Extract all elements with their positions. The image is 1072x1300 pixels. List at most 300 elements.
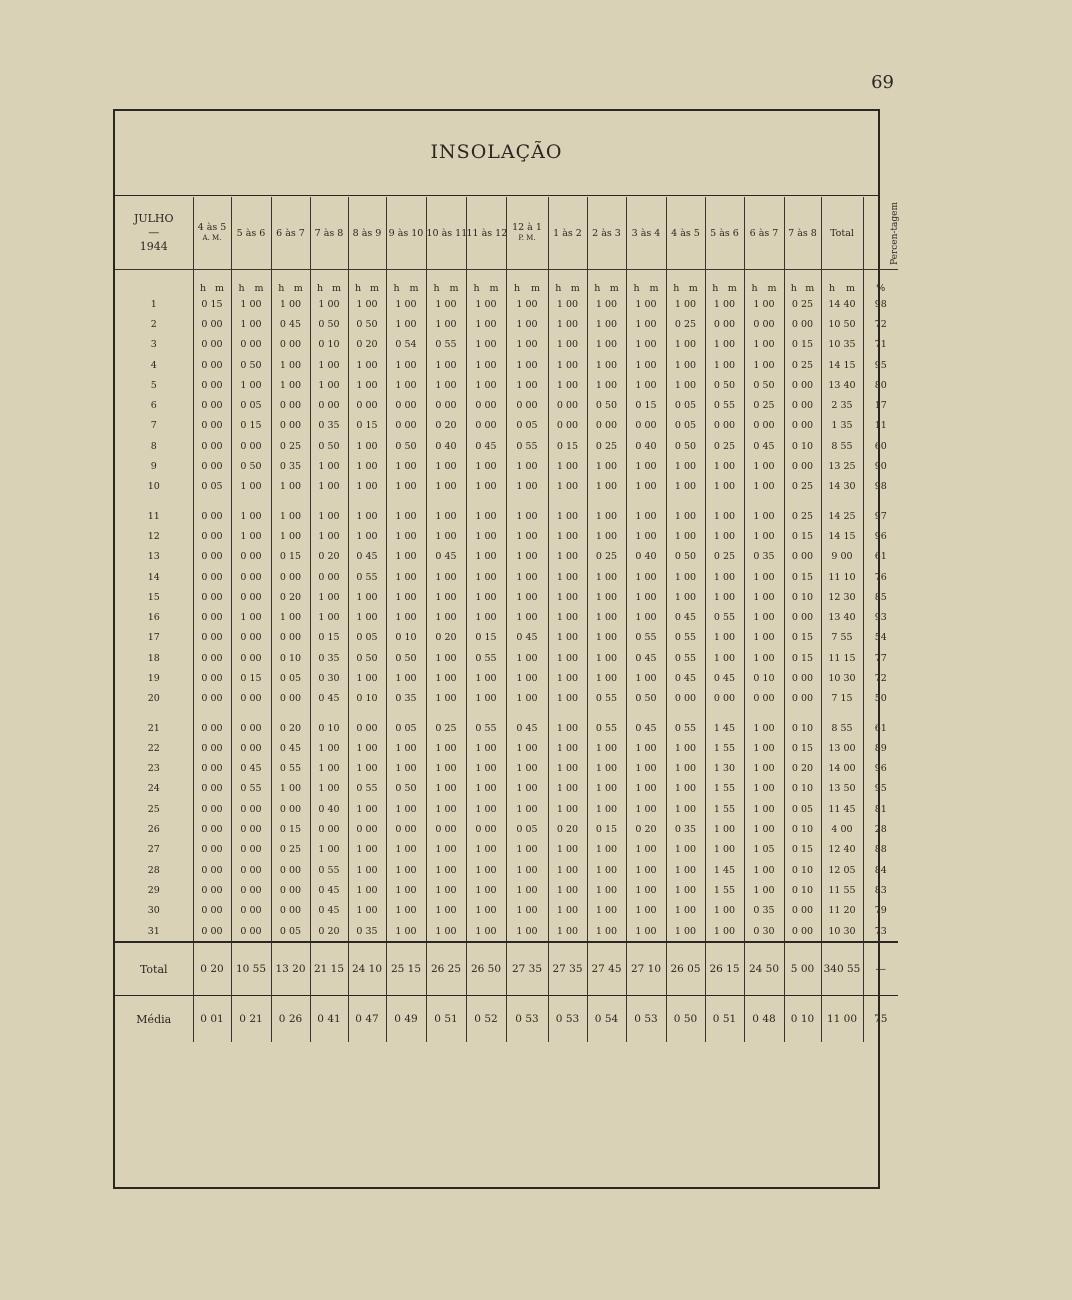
total-cell <box>506 942 548 996</box>
insolation-cell <box>666 607 705 627</box>
unit-hours: h <box>513 283 521 294</box>
percentage-cell: 61 <box>863 709 898 738</box>
total-cell <box>548 942 587 996</box>
insolation-cell-value: 0 00 <box>201 693 223 705</box>
percentage-cell: 96 <box>863 759 898 779</box>
insolation-cell <box>231 526 271 546</box>
insolation-cell-value: 0 00 <box>240 693 262 705</box>
day-number: 15 <box>147 591 160 603</box>
insolation-cell <box>466 668 506 688</box>
insolation-cell <box>506 456 548 476</box>
unit-hm <box>507 283 548 294</box>
insolation-cell <box>386 668 426 688</box>
insolation-cell <box>386 497 426 526</box>
insolation-cell <box>466 607 506 627</box>
insolation-cell <box>587 759 626 779</box>
column-header-label: 6 às 7 <box>276 227 305 239</box>
insolation-cell-value: 1 00 <box>713 461 736 473</box>
insolation-cell-value: 1 00 <box>595 298 618 310</box>
insolation-cell-value: 0 15 <box>240 672 262 684</box>
insolation-cell <box>426 436 466 456</box>
insolation-cell <box>426 355 466 375</box>
unit-cell <box>348 270 386 295</box>
unit-minutes: m <box>649 283 659 294</box>
insolation-cell <box>386 901 426 921</box>
day-number: 25 <box>147 803 160 815</box>
insolation-cell <box>466 648 506 668</box>
insolation-cell <box>271 819 310 839</box>
insolation-cell <box>348 294 386 314</box>
insolation-cell <box>348 526 386 546</box>
insolation-cell-value: 0 15 <box>791 652 814 664</box>
insolation-cell-value: 0 30 <box>318 672 340 684</box>
unit-percent: % <box>863 270 898 295</box>
insolation-cell <box>310 314 348 334</box>
insolation-cell <box>821 628 863 648</box>
insolation-cell <box>348 607 386 627</box>
table-row <box>115 709 898 738</box>
column-header <box>506 197 548 270</box>
insolation-cell-value: 1 00 <box>318 763 340 775</box>
insolation-cell <box>784 799 821 819</box>
insolation-cell <box>666 436 705 456</box>
percentage-cell: 95 <box>863 779 898 799</box>
insolation-cell <box>386 759 426 779</box>
insolation-cell <box>231 648 271 668</box>
insolation-cell-value: 1 00 <box>595 844 618 856</box>
mean-cell <box>193 996 231 1043</box>
column-header <box>466 197 506 270</box>
total-cell-value: 340 55 <box>823 963 861 976</box>
insolation-cell-value: 0 00 <box>201 379 223 391</box>
insolation-cell <box>744 689 784 709</box>
insolation-cell-value: 1 00 <box>240 318 262 330</box>
insolation-cell <box>348 456 386 476</box>
day-number: 13 <box>147 551 160 563</box>
insolation-cell <box>626 880 666 900</box>
insolation-cell <box>348 395 386 415</box>
insolation-cell <box>705 587 744 607</box>
insolation-cell-value: 0 00 <box>201 803 223 815</box>
insolation-cell <box>626 355 666 375</box>
insolation-cell-value: 1 00 <box>595 612 618 624</box>
insolation-cell-value: 0 35 <box>318 420 340 432</box>
column-header-label: 7 às 8 <box>788 227 817 239</box>
insolation-cell <box>231 840 271 860</box>
insolation-cell-value: 0 45 <box>356 551 378 563</box>
insolation-cell-value: 1 00 <box>475 510 497 522</box>
page-number: 69 <box>871 72 894 93</box>
insolation-cell <box>271 628 310 648</box>
insolation-cell-value: 1 00 <box>556 652 579 664</box>
insolation-cell <box>506 436 548 456</box>
insolation-cell-value: 1 00 <box>595 763 618 775</box>
insolation-cell-value: 9 00 <box>831 551 853 563</box>
insolation-cell-value: 1 00 <box>556 672 579 684</box>
insolation-cell-value: 11 15 <box>828 652 856 664</box>
insolation-cell-value: 1 00 <box>753 722 775 734</box>
insolation-cell-value: 0 15 <box>635 400 657 412</box>
insolation-cell-value: 0 00 <box>201 571 223 583</box>
insolation-cell-value: 0 15 <box>791 530 814 542</box>
insolation-cell-value: 1 00 <box>516 339 538 351</box>
insolation-cell <box>466 526 506 546</box>
insolation-cell <box>231 547 271 567</box>
percentage-cell: 76 <box>863 567 898 587</box>
insolation-cell <box>231 901 271 921</box>
insolation-cell <box>193 294 231 314</box>
insolation-cell-value: 1 00 <box>516 318 538 330</box>
insolation-cell <box>506 497 548 526</box>
insolation-cell <box>821 880 863 900</box>
insolation-cell-value: 0 10 <box>791 824 814 836</box>
insolation-cell-value: 1 00 <box>595 905 618 917</box>
insolation-cell <box>506 901 548 921</box>
insolation-cell <box>231 819 271 839</box>
insolation-cell <box>193 456 231 476</box>
insolation-cell <box>426 689 466 709</box>
insolation-cell <box>466 456 506 476</box>
insolation-cell-value: 1 00 <box>475 783 497 795</box>
insolation-cell <box>506 668 548 688</box>
unit-cell <box>705 270 744 295</box>
insolation-cell-value: 1 00 <box>674 591 697 603</box>
insolation-cell-value: 0 50 <box>240 359 262 371</box>
total-cell <box>666 942 705 996</box>
insolation-cell-value: 1 00 <box>356 379 378 391</box>
insolation-cell <box>386 314 426 334</box>
insolation-cell <box>348 587 386 607</box>
insolation-cell-value: 1 00 <box>475 298 497 310</box>
insolation-cell-value: 0 20 <box>791 763 814 775</box>
insolation-cell-value: 1 00 <box>753 742 775 754</box>
insolation-cell <box>386 840 426 860</box>
insolation-cell-value: 1 00 <box>435 510 457 522</box>
insolation-cell <box>587 547 626 567</box>
table-row <box>115 355 898 375</box>
insolation-cell <box>466 738 506 758</box>
insolation-cell <box>626 416 666 436</box>
insolation-cell-value: 1 00 <box>516 461 538 473</box>
insolation-cell-value: 0 05 <box>516 420 538 432</box>
insolation-cell <box>506 294 548 314</box>
unit-hours: h <box>633 283 640 294</box>
insolation-cell-value: 0 15 <box>791 844 814 856</box>
column-header <box>666 197 705 270</box>
mean-cell <box>626 996 666 1043</box>
insolation-cell <box>271 840 310 860</box>
insolation-cell <box>784 759 821 779</box>
insolation-cell <box>548 689 587 709</box>
insolation-cell-value: 1 00 <box>356 591 378 603</box>
insolation-cell <box>705 375 744 395</box>
percentage-cell: 85 <box>863 587 898 607</box>
insolation-cell <box>587 799 626 819</box>
percentage-cell: 73 <box>863 921 898 942</box>
insolation-cell <box>548 880 587 900</box>
insolation-cell-value: 1 00 <box>556 318 579 330</box>
insolation-cell <box>271 477 310 497</box>
insolation-cell-value: 1 00 <box>674 510 697 522</box>
total-cell <box>705 942 744 996</box>
insolation-cell <box>506 416 548 436</box>
insolation-cell-value: 0 00 <box>240 803 262 815</box>
insolation-cell <box>666 668 705 688</box>
insolation-cell-value: 1 00 <box>279 379 302 391</box>
insolation-cell-value: 1 00 <box>356 461 378 473</box>
insolation-cell <box>548 738 587 758</box>
insolation-cell-value: 10 35 <box>828 339 856 351</box>
insolation-cell <box>784 628 821 648</box>
insolation-cell <box>426 567 466 587</box>
insolation-cell <box>626 738 666 758</box>
insolation-cell-value: 1 00 <box>595 803 618 815</box>
insolation-cell-value: 0 15 <box>318 632 340 644</box>
total-cell-value: 27 35 <box>511 963 543 976</box>
insolation-cell-value: 1 00 <box>635 591 657 603</box>
insolation-cell <box>348 497 386 526</box>
total-cell-value: 13 20 <box>275 963 306 976</box>
insolation-cell-value: 1 00 <box>356 742 378 754</box>
unit-hm <box>745 283 784 294</box>
insolation-cell-value: 0 00 <box>356 400 378 412</box>
insolation-cell-value: 1 00 <box>674 571 697 583</box>
insolation-cell <box>587 567 626 587</box>
insolation-cell-value: 0 20 <box>279 591 302 603</box>
unit-cell <box>587 270 626 295</box>
day-number: 4 <box>150 359 157 371</box>
mean-cell-value: 0 47 <box>355 1013 379 1026</box>
insolation-cell-value: 0 30 <box>753 925 775 937</box>
insolation-cell-value: 1 00 <box>595 359 618 371</box>
insolation-cell <box>193 355 231 375</box>
insolation-cell <box>310 607 348 627</box>
insolation-cell-value: 1 00 <box>516 359 538 371</box>
insolation-cell-value: 1 00 <box>595 925 618 937</box>
insolation-cell-value: 1 00 <box>556 905 579 917</box>
insolation-cell <box>426 709 466 738</box>
insolation-cell-value: 1 00 <box>395 905 417 917</box>
insolation-cell-value: 1 00 <box>435 298 457 310</box>
insolation-cell <box>784 294 821 314</box>
day-number: 14 <box>147 571 160 583</box>
insolation-cell-value: 1 00 <box>395 864 417 876</box>
insolation-cell-value: 1 00 <box>556 481 579 493</box>
insolation-cell-value: 1 00 <box>635 783 657 795</box>
table-row <box>115 921 898 942</box>
total-cell-value: 25 15 <box>390 963 422 976</box>
mean-cell-value: 0 10 <box>790 1013 815 1026</box>
insolation-cell-value: 0 00 <box>240 844 262 856</box>
insolation-cell <box>744 880 784 900</box>
insolation-cell-value: 1 00 <box>635 672 657 684</box>
insolation-cell <box>506 819 548 839</box>
insolation-cell-value: 1 00 <box>595 339 618 351</box>
unit-hm <box>194 283 231 294</box>
insolation-cell <box>310 689 348 709</box>
mean-cell-value: 0 53 <box>634 1013 658 1026</box>
mean-cell <box>821 996 863 1043</box>
insolation-cell <box>744 709 784 738</box>
insolation-cell-value: 1 00 <box>279 530 302 542</box>
insolation-cell-value: 0 45 <box>435 551 457 563</box>
column-header-label: 3 às 4 <box>631 227 661 239</box>
insolation-cell-value: 1 00 <box>556 844 579 856</box>
insolation-cell-value: 1 00 <box>713 481 736 493</box>
insolation-cell <box>271 921 310 942</box>
insolation-cell-value: 1 00 <box>556 510 579 522</box>
percentage-cell: 17 <box>863 395 898 415</box>
insolation-cell <box>821 648 863 668</box>
insolation-cell-value: 0 00 <box>279 339 302 351</box>
insolation-cell-value: 0 25 <box>595 551 618 563</box>
insolation-cell <box>626 477 666 497</box>
insolation-cell <box>426 628 466 648</box>
unit-hours: h <box>393 283 400 294</box>
insolation-cell <box>193 819 231 839</box>
insolation-cell <box>310 799 348 819</box>
insolation-cell <box>271 314 310 334</box>
unit-minutes: m <box>609 283 619 294</box>
insolation-cell <box>310 526 348 546</box>
insolation-cell <box>426 921 466 942</box>
insolation-cell-value: 0 10 <box>791 783 814 795</box>
insolation-cell <box>310 738 348 758</box>
unit-hours: h <box>199 283 207 294</box>
insolation-cell <box>548 567 587 587</box>
total-cell <box>626 942 666 996</box>
insolation-cell-value: 1 00 <box>556 884 579 896</box>
day-number: 8 <box>150 440 157 452</box>
insolation-cell <box>271 355 310 375</box>
insolation-cell <box>348 648 386 668</box>
insolation-cell-value: 0 10 <box>279 652 302 664</box>
insolation-cell <box>193 738 231 758</box>
insolation-cell-value: 14 00 <box>828 763 856 775</box>
insolation-cell-value: 0 15 <box>556 440 579 452</box>
insolation-cell-value: 1 00 <box>356 510 378 522</box>
insolation-cell <box>666 567 705 587</box>
insolation-cell <box>426 547 466 567</box>
insolation-cell <box>705 648 744 668</box>
month-dash: — <box>148 226 160 239</box>
insolation-cell-value: 0 00 <box>201 591 223 603</box>
total-cell-value: 24 50 <box>748 963 780 976</box>
mean-cell <box>271 996 310 1043</box>
insolation-cell <box>193 759 231 779</box>
insolation-cell <box>784 416 821 436</box>
unit-hm <box>667 283 705 294</box>
insolation-cell <box>744 799 784 819</box>
insolation-cell <box>231 314 271 334</box>
percentage-cell: 90 <box>863 456 898 476</box>
insolation-cell-value: 0 00 <box>791 672 814 684</box>
mean-cell-value: 0 21 <box>239 1013 263 1026</box>
insolation-cell-value: 0 35 <box>279 461 302 473</box>
insolation-cell-value: 1 00 <box>435 612 457 624</box>
insolation-cell-value: 1 00 <box>635 884 657 896</box>
insolation-cell <box>744 294 784 314</box>
percent-header <box>863 197 898 270</box>
insolation-cell-value: 0 00 <box>279 571 302 583</box>
insolation-cell <box>506 880 548 900</box>
insolation-cell <box>705 759 744 779</box>
insolation-cell <box>466 860 506 880</box>
insolation-cell <box>231 436 271 456</box>
insolation-cell <box>231 689 271 709</box>
insolation-cell-value: 0 00 <box>791 905 814 917</box>
insolation-cell-value: 1 00 <box>516 763 538 775</box>
mean-cell-value: 0 26 <box>278 1013 303 1026</box>
insolation-cell-value: 0 00 <box>240 722 262 734</box>
insolation-cell-value: 0 55 <box>279 763 302 775</box>
column-header <box>271 197 310 270</box>
percentage-cell: 60 <box>863 436 898 456</box>
insolation-cell <box>548 456 587 476</box>
insolation-cell <box>310 840 348 860</box>
insolation-cell-value: 0 20 <box>435 420 457 432</box>
insolation-cell <box>386 860 426 880</box>
insolation-cell-value: 7 15 <box>831 693 853 705</box>
insolation-cell-value: 0 00 <box>240 652 262 664</box>
insolation-cell-value: 0 00 <box>713 693 736 705</box>
insolation-cell-value: 11 20 <box>828 905 856 917</box>
insolation-cell <box>744 819 784 839</box>
insolation-cell <box>271 436 310 456</box>
unit-minutes: m <box>531 283 541 294</box>
insolation-cell <box>386 355 426 375</box>
insolation-cell <box>348 921 386 942</box>
insolation-cell-value: 1 00 <box>595 742 618 754</box>
insolation-cell <box>231 779 271 799</box>
insolation-cell-value: 0 25 <box>435 722 457 734</box>
table-row <box>115 738 898 758</box>
insolation-cell-value: 1 00 <box>753 803 775 815</box>
insolation-cell-value: 1 00 <box>318 461 340 473</box>
insolation-cell-value: 0 15 <box>279 824 302 836</box>
insolation-cell-value: 1 00 <box>635 763 657 775</box>
insolation-cell-value: 1 00 <box>356 763 378 775</box>
insolation-cell <box>587 497 626 526</box>
insolation-cell <box>231 294 271 314</box>
column-header <box>705 197 744 270</box>
insolation-cell <box>587 607 626 627</box>
insolation-cell-value: 1 00 <box>753 652 775 664</box>
unit-minutes: m <box>254 283 264 294</box>
insolation-cell <box>348 799 386 819</box>
insolation-cell-value: 1 00 <box>516 571 538 583</box>
insolation-cell <box>506 526 548 546</box>
insolation-cell-value: 1 00 <box>595 379 618 391</box>
insolation-cell-value: 0 45 <box>475 440 497 452</box>
percentage-cell: 84 <box>863 860 898 880</box>
table-row <box>115 628 898 648</box>
insolation-cell <box>784 567 821 587</box>
insolation-cell-value: 1 00 <box>753 612 775 624</box>
insolation-cell-value: 0 00 <box>475 824 497 836</box>
insolation-cell-value: 1 00 <box>356 884 378 896</box>
insolation-cell <box>705 395 744 415</box>
insolation-cell-value: 0 00 <box>318 824 340 836</box>
insolation-cell <box>705 294 744 314</box>
insolation-cell-value: 1 00 <box>556 783 579 795</box>
insolation-cell <box>506 587 548 607</box>
mean-cell <box>548 996 587 1043</box>
insolation-cell <box>587 587 626 607</box>
column-header <box>784 197 821 270</box>
insolation-cell <box>426 668 466 688</box>
insolation-cell <box>705 436 744 456</box>
